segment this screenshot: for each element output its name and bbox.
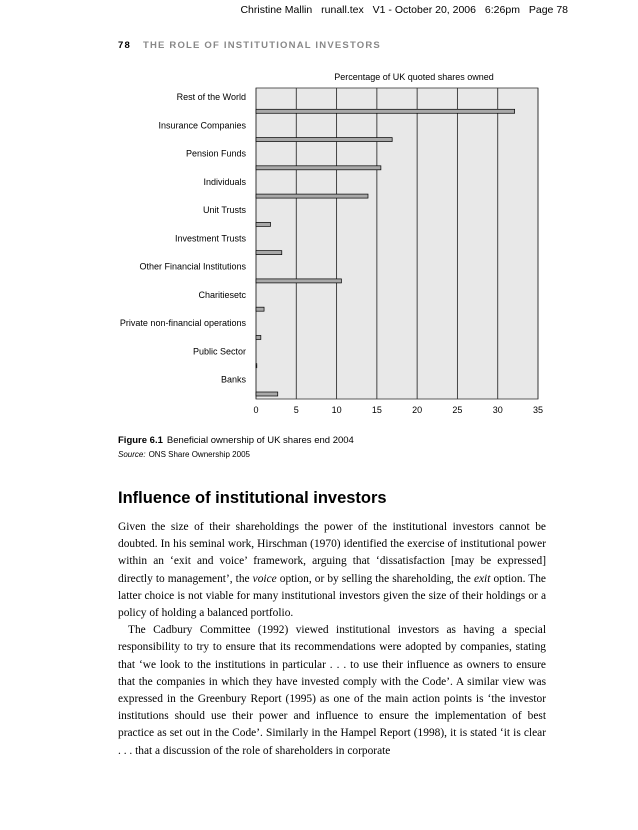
category-label: Public Sector: [192, 346, 246, 357]
category-label: Pension Funds: [185, 148, 246, 159]
bar: [256, 194, 368, 198]
bar: [256, 364, 257, 368]
running-head-time: 6:26pm: [484, 4, 520, 16]
running-head-author: Christine Mallin: [240, 4, 313, 16]
bar: [256, 166, 381, 170]
bar: [256, 392, 278, 396]
section-heading: Influence of institutional investors: [118, 489, 387, 507]
bar: [256, 279, 341, 283]
category-label: Insurance Companies: [158, 120, 246, 131]
category-label: Private non-financial operations: [119, 318, 246, 329]
bar: [256, 251, 282, 255]
paragraph-1-part-c: option. The latter choice is not viable for many institutional investors given the size of their holdings or a policy of holding a balanced portfolio.: [118, 572, 546, 620]
x-tick-label: 15: [371, 405, 382, 415]
body-text: [118, 519, 546, 760]
category-label: Other Financial Institutions: [139, 261, 246, 272]
paragraph-1: [118, 519, 546, 622]
source-text: ONS Share Ownership 2005: [148, 450, 250, 459]
bar: [256, 138, 392, 142]
figure-caption: [118, 435, 354, 446]
category-label: Rest of the World: [176, 92, 246, 102]
emphasis-voice: voice: [252, 572, 277, 585]
running-head-file: runall.tex: [321, 4, 364, 16]
category-label: Unit Trusts: [202, 205, 246, 216]
chart-title: Percentage of UK quoted shares owned: [334, 72, 494, 82]
x-tick-label: 30: [492, 405, 503, 415]
figure-caption-text: Beneficial ownership of UK shares end 2004: [166, 435, 354, 446]
section-title: THE ROLE OF INSTITUTIONAL INVESTORS: [142, 40, 381, 51]
x-tick-label: 10: [331, 405, 342, 415]
emphasis-exit: exit: [473, 572, 491, 585]
category-label: Banks: [220, 374, 246, 385]
x-tick-label: 25: [452, 405, 463, 415]
bar: [256, 222, 271, 226]
paragraph-1-part-a: Given the size of their shareholdings the power of the institutional investors cannot be doubted. In his seminal work, Hirschman (1970) identified the exercise of institutional power within an ‘exit and voice’ framework, arguing that ‘dissatisfaction [may be expressed] directly to management’, the: [118, 521, 546, 585]
bar: [256, 109, 515, 113]
figure-source: [118, 450, 250, 459]
paragraph-2: The Cadbury Committee (1992) viewed institutional investors as having a special responsibility to try to ensure that its recommendations were adopted by companies, stating that ‘we look to the institutions in particular . . . to use their influence as owners to ensure that the companies in which they have invested comply with the Code’. A similar view was expressed in the Greenbury Report (1995) as one of the main action points is ‘the investor institutions should use their power and influence to ensure the implementation of best practice as set out in the Code’. Similarly in the Hampel Report (1998), it is stated ‘it is clear . . . that a discussion of the role of shareholders in corporate: [118, 624, 546, 757]
source-label: Source:: [118, 450, 146, 459]
page-number: 78: [118, 40, 131, 51]
category-label: Individuals: [203, 176, 246, 187]
running-head-page: Page 78: [528, 4, 568, 16]
x-tick-label: 20: [412, 405, 423, 415]
plot-area: [256, 88, 538, 399]
running-head-version: V1 - October 20, 2006: [372, 4, 476, 16]
paragraph-1-part-b: option, or by selling the shareholding, the: [276, 572, 474, 585]
figure-label: Figure 6.1: [118, 435, 163, 446]
bar: [256, 307, 264, 311]
x-tick-label: 5: [293, 405, 299, 415]
x-tick-label: 35: [532, 405, 544, 415]
x-tick-label: 0: [253, 405, 259, 415]
category-label: Investment Trusts: [174, 233, 246, 244]
category-label: Charitiesetc: [198, 289, 246, 300]
bar: [256, 335, 261, 339]
